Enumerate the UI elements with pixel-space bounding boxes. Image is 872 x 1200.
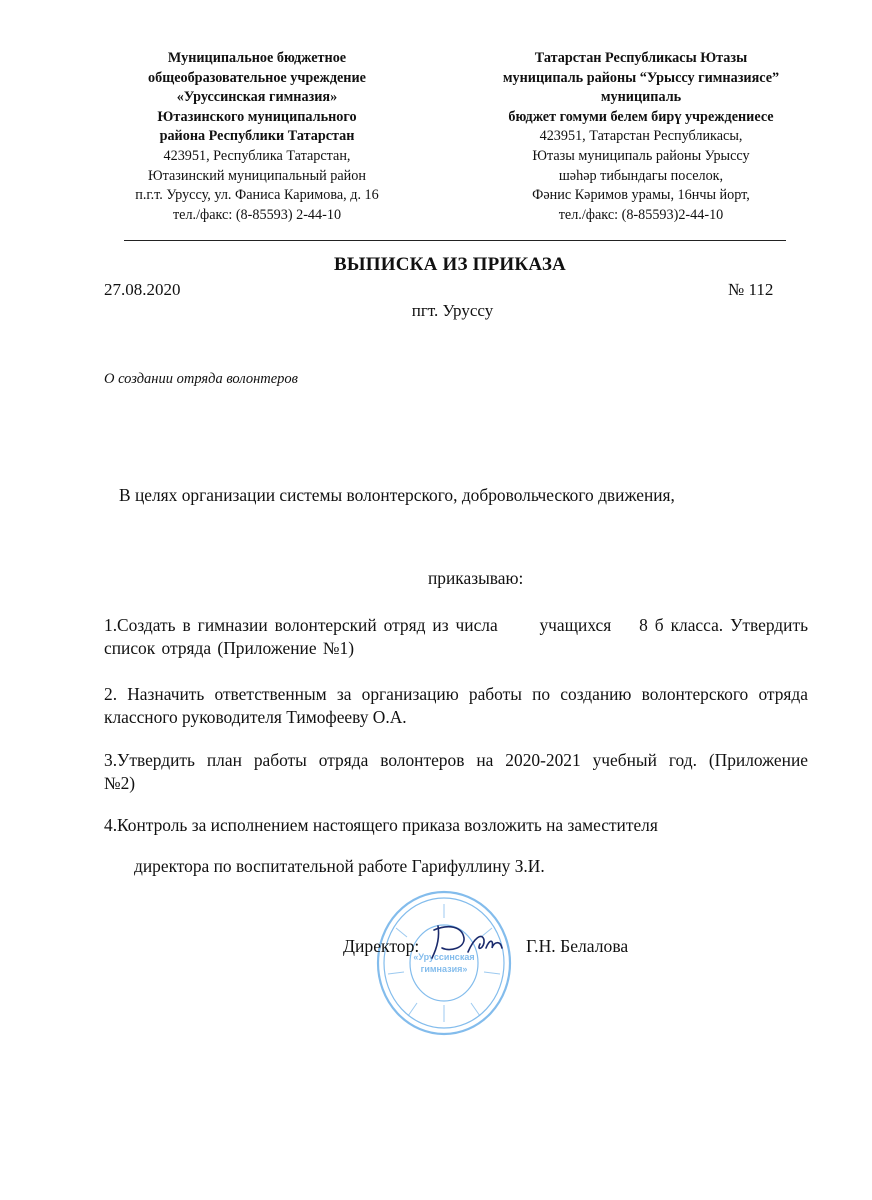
header-left-address-line: п.г.т. Уруссу, ул. Фаниса Каримова, д. 16 bbox=[135, 187, 379, 204]
order-item-4-continuation: директора по воспитательной работе Гарифуллину З.И. bbox=[134, 856, 545, 876]
header-right-address-line: 423951, Татарстан Республикасы, bbox=[539, 128, 743, 145]
document-place: пгт. Уруссу bbox=[411, 301, 494, 320]
header-left-line: «Уруссинская гимназия» bbox=[176, 89, 338, 106]
signature-name: Г.Н. Белалова bbox=[526, 936, 629, 956]
stamp-center-line: «Уруссинская bbox=[413, 952, 475, 962]
order-item-4: 4.Контроль за исполнением настоящего приказа возложить на заместителя bbox=[104, 815, 658, 835]
header-right-line: бюджет гомуми белем бирү учреждениесе bbox=[508, 108, 774, 125]
header-right-line: муниципаль bbox=[600, 89, 682, 106]
header-right-phone: тел./факс: (8-85593)2-44-10 bbox=[558, 206, 724, 223]
order-word: приказываю: bbox=[428, 568, 524, 588]
header-right-line: Татарстан Республикасы Ютазы bbox=[534, 50, 748, 66]
header-left-line: района Республики Татарстан bbox=[159, 128, 355, 145]
header-left-address-line: 423951, Республика Татарстан, bbox=[163, 147, 351, 164]
official-stamp bbox=[374, 888, 514, 1038]
header-left-line: общеобразовательное учреждение bbox=[148, 69, 366, 86]
signature-role: Директор: bbox=[343, 936, 420, 956]
order-item-2: 2. Назначить ответственным за организацию работы по созданию волонтерского отряда классного руководителя Тимофееву О.А. bbox=[104, 684, 808, 727]
header-left-line: Ютазинского муниципального bbox=[157, 108, 357, 125]
preamble: В целях организации системы волонтерского, добровольческого движения, bbox=[119, 485, 675, 505]
stamp-center-line: гимназия» bbox=[420, 964, 468, 974]
header-right-address-line: Фәнис Кәримов урамы, 16нчы йорт, bbox=[532, 187, 750, 204]
header-right-address-line: Ютазы муниципаль районы Урыссу bbox=[532, 147, 750, 164]
document-number: № 112 bbox=[728, 280, 774, 299]
order-item-1: 1.Создать в гимназии волонтерский отряд из числа учащихся 8 б класса. Утвердить список отряда (Приложение №1) bbox=[104, 615, 815, 658]
header-left-organization bbox=[92, 49, 422, 225]
header-left-line: Муниципальное бюджетное bbox=[167, 50, 347, 66]
document-title: ВЫПИСКА ИЗ ПРИКАЗА bbox=[334, 254, 566, 275]
document-subject: О создании отряда волонтеров bbox=[104, 371, 298, 387]
header-left-phone: тел./факс: (8-85593) 2-44-10 bbox=[172, 206, 342, 223]
header-left-address-line: Ютазинский муниципальный район bbox=[148, 167, 366, 184]
header-right-address-line: шәһәр тибындагы поселок, bbox=[558, 167, 724, 184]
order-item-3: 3.Утвердить план работы отряда волонтеров на 2020-2021 учебный год. (Приложение №2) bbox=[104, 750, 808, 793]
header-right-line: муниципаль районы “Урыссу гимназиясе” bbox=[502, 69, 780, 86]
header-right-organization bbox=[476, 49, 806, 225]
document-date: 27.08.2020 bbox=[104, 280, 181, 299]
handwritten-signature bbox=[428, 918, 508, 963]
header-divider bbox=[124, 240, 786, 241]
